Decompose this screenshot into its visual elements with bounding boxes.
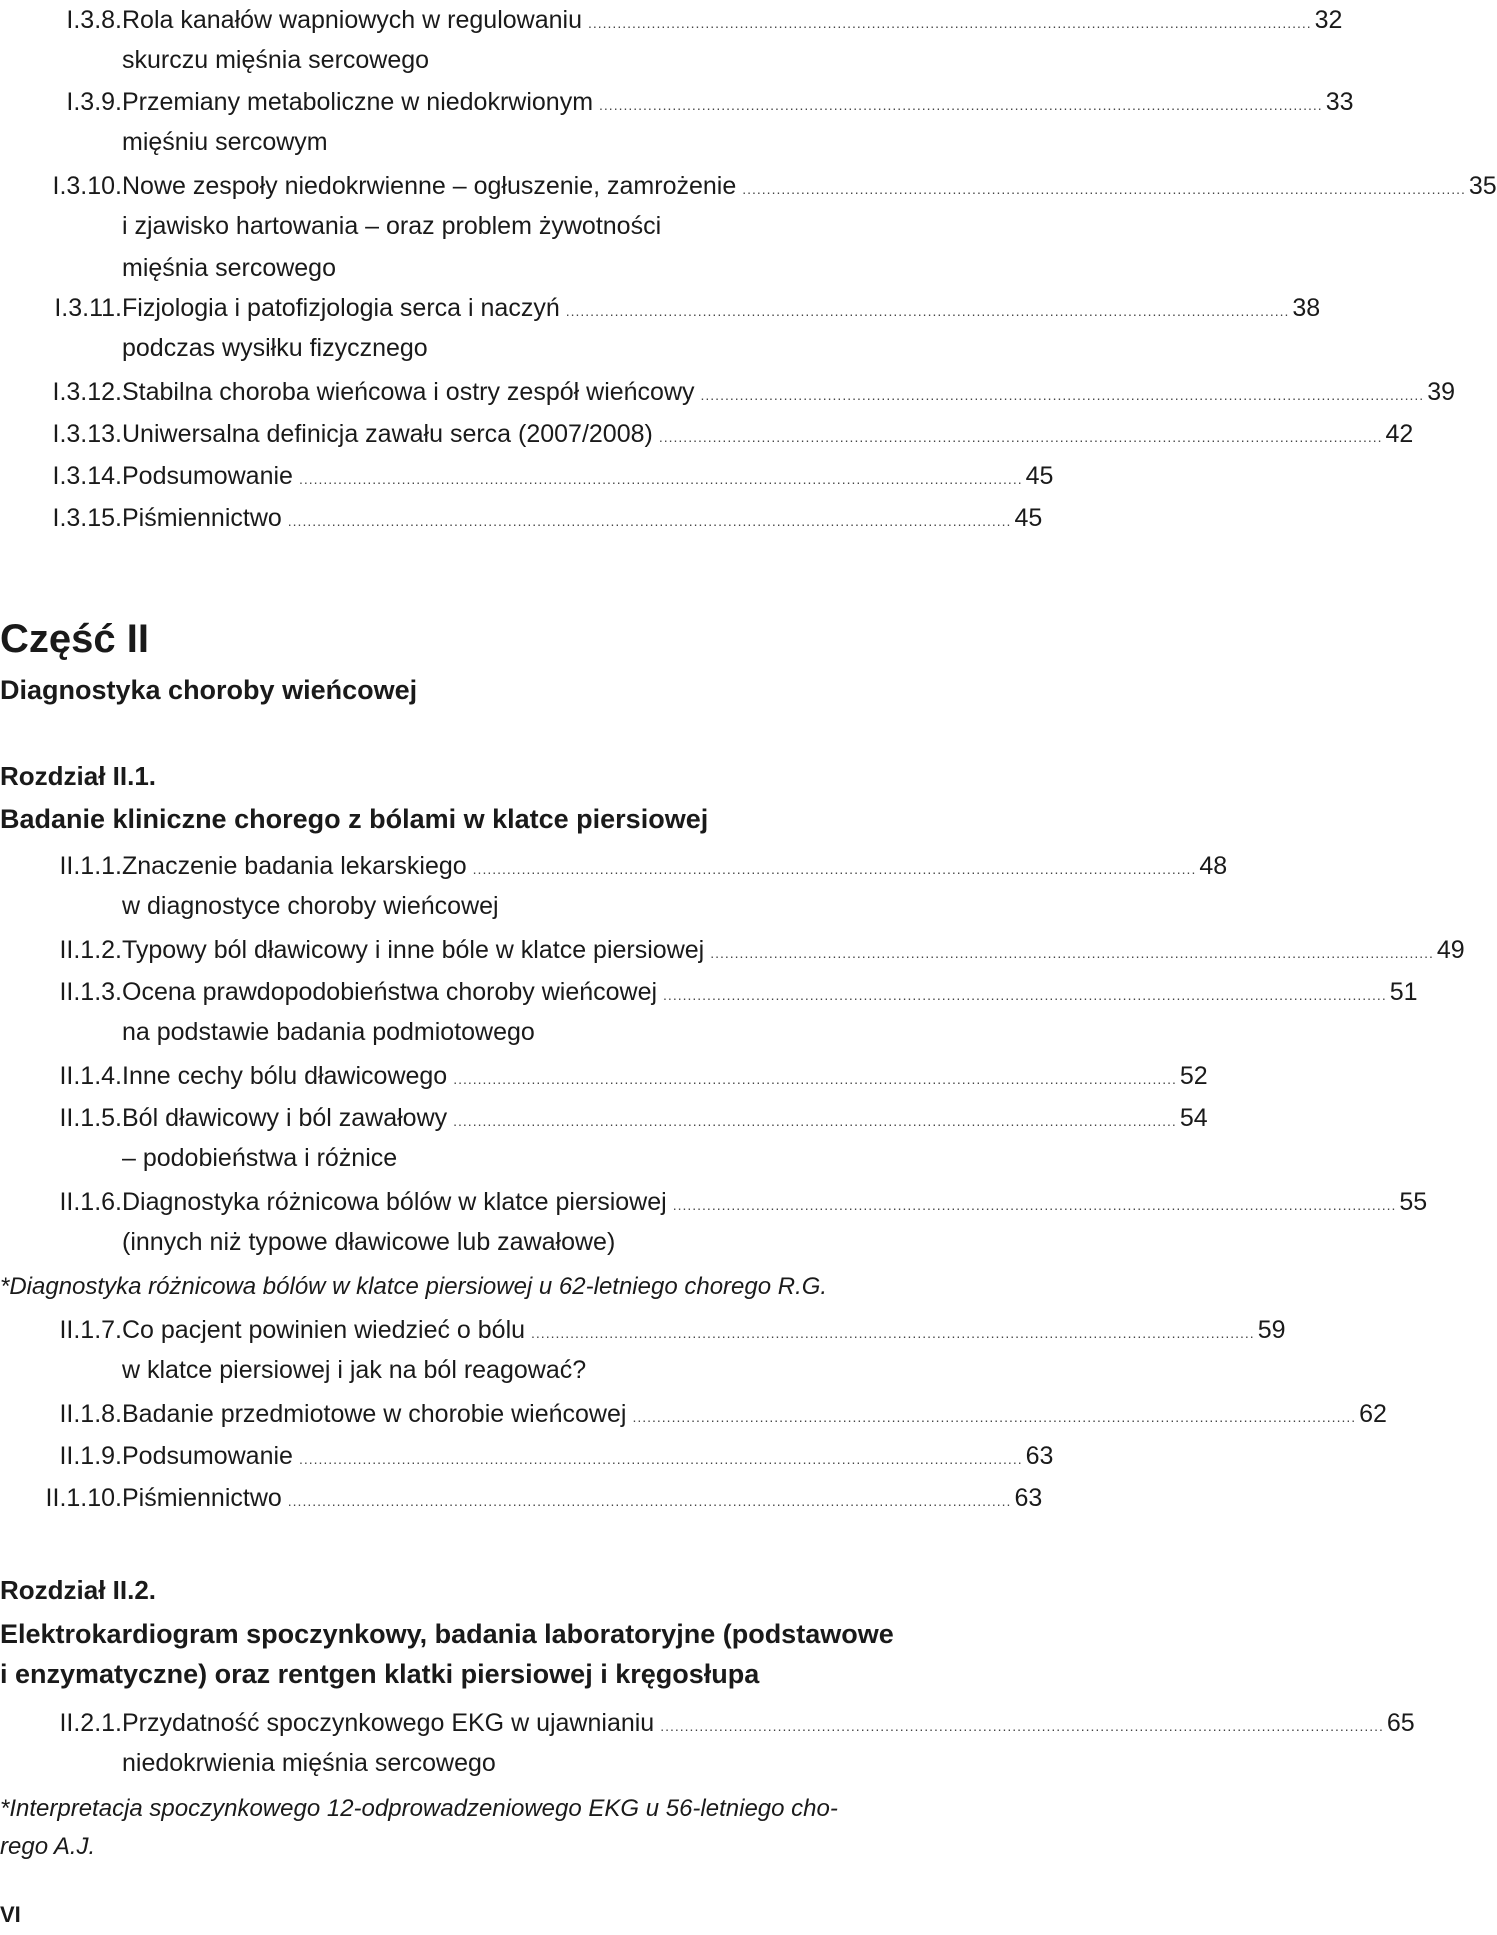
- entry-title: Znaczenie badania lekarskiego: [122, 852, 467, 880]
- entry-title-continuation: i zjawisko hartowania – oraz problem żywotności: [122, 212, 662, 240]
- dot-leader: ....................................................................................................................................................: [565, 303, 1290, 319]
- case-note-line: rego A.J.: [0, 1833, 96, 1860]
- entry-title: Fizjologia i patofizjologia serca i naczyń: [122, 294, 560, 322]
- entry-page: 45: [1025, 462, 1054, 490]
- entry-number: I.3.9.: [66, 88, 122, 116]
- entry-title-continuation: skurczu mięśnia sercowego: [122, 46, 430, 74]
- entry-page: 38: [1292, 294, 1321, 322]
- entry-page: 55: [1399, 1188, 1428, 1216]
- case-note-line: *Interpretacja spoczynkowego 12-odprowadzeniowego EKG u 56-letniego cho-: [0, 1795, 838, 1822]
- case-note: *Diagnostyka różnicowa bólów w klatce piersiowej u 62-letniego chorego R.G.: [0, 1273, 828, 1300]
- entry-title: Piśmiennictwo: [122, 504, 282, 532]
- entry-number: I.3.13.: [52, 420, 122, 448]
- entry-page: 54: [1179, 1104, 1208, 1132]
- part-subtitle: Diagnostyka choroby wieńcowej: [0, 675, 418, 705]
- entry-page: 32: [1314, 6, 1343, 34]
- entry-page: 52: [1179, 1062, 1208, 1090]
- entry-title-continuation: – podobieństwa i różnice: [122, 1144, 398, 1172]
- dot-leader: ....................................................................................................................................................: [710, 945, 1434, 961]
- entry-number: I.3.10.: [52, 172, 122, 200]
- dot-leader: ....................................................................................................................................................: [599, 97, 1323, 113]
- entry-page: 59: [1257, 1316, 1286, 1344]
- entry-page: 48: [1199, 852, 1228, 880]
- entry-page: 33: [1325, 88, 1354, 116]
- chapter-title-line: i enzymatyczne) oraz rentgen klatki piersiowej i kręgosłupa: [0, 1659, 760, 1689]
- entry-number: I.3.8.: [66, 6, 122, 34]
- chapter-title-line: Elektrokardiogram spoczynkowy, badania laboratoryjne (podstawowe: [0, 1619, 894, 1649]
- chapter-label: Rozdział II.2.: [0, 1575, 157, 1605]
- entry-page: 63: [1025, 1442, 1054, 1470]
- dot-leader: ....................................................................................................................................................: [672, 1197, 1397, 1213]
- dot-leader: ....................................................................................................................................................: [298, 1451, 1023, 1467]
- dot-leader: ....................................................................................................................................................: [531, 1325, 1255, 1341]
- entry-title: Rola kanałów wapniowych w regulowaniu: [122, 6, 582, 34]
- entry-page: 39: [1427, 378, 1455, 406]
- dot-leader: ....................................................................................................................................................: [453, 1113, 1177, 1129]
- entry-title-continuation: mięśniu sercowym: [122, 128, 328, 156]
- entry-number: II.2.1.: [59, 1709, 122, 1737]
- entry-number: II.1.9.: [59, 1442, 122, 1470]
- entry-title: Nowe zespoły niedokrwienne – ogłuszenie, zamrożenie: [122, 172, 737, 200]
- entry-number: I.3.12.: [52, 378, 122, 406]
- entry-number: I.3.14.: [52, 462, 122, 490]
- entry-title: Przydatność spoczynkowego EKG w ujawnianiu: [122, 1709, 655, 1737]
- entry-number: I.3.11.: [54, 294, 122, 322]
- entry-number: II.1.3.: [59, 978, 122, 1006]
- entry-number: II.1.5.: [59, 1104, 122, 1132]
- entry-title-continuation: podczas wysiłku fizycznego: [122, 334, 428, 362]
- entry-title-continuation: niedokrwienia mięśnia sercowego: [122, 1749, 496, 1777]
- dot-leader: ....................................................................................................................................................: [663, 987, 1387, 1003]
- entry-number: II.1.8.: [59, 1400, 122, 1428]
- dot-leader: ....................................................................................................................................................: [742, 181, 1466, 197]
- chapter-label: Rozdział II.1.: [0, 761, 157, 791]
- page-folio: VI: [0, 1902, 21, 1927]
- dot-leader: ....................................................................................................................................................: [298, 471, 1023, 487]
- entry-title-continuation: mięśnia sercowego: [122, 254, 336, 282]
- entry-page: 45: [1014, 504, 1043, 532]
- entry-title: Przemiany metaboliczne w niedokrwionym: [122, 88, 594, 116]
- entry-number: II.1.2.: [59, 936, 122, 964]
- entry-page: 65: [1386, 1709, 1415, 1737]
- dot-leader: ....................................................................................................................................................: [472, 861, 1197, 877]
- entry-page: 49: [1436, 936, 1465, 964]
- dot-leader: ....................................................................................................................................................: [658, 429, 1383, 445]
- entry-title: Podsumowanie: [122, 1442, 293, 1470]
- entry-title: Co pacjent powinien wiedzieć o bólu: [122, 1316, 526, 1344]
- entry-title: Podsumowanie: [122, 462, 293, 490]
- dot-leader: ....................................................................................................................................................: [287, 1493, 1012, 1509]
- entry-title: Ból dławicowy i ból zawałowy: [122, 1104, 448, 1132]
- entry-number: II.1.6.: [59, 1188, 122, 1216]
- entry-title: Diagnostyka różnicowa bólów w klatce piersiowej: [122, 1188, 667, 1216]
- dot-leader: ....................................................................................................................................................: [632, 1409, 1357, 1425]
- entry-title: Typowy ból dławicowy i inne bóle w klatce piersiowej: [122, 936, 705, 964]
- entry-number: II.1.4.: [59, 1062, 122, 1090]
- dot-leader: ....................................................................................................................................................: [587, 15, 1312, 31]
- entry-title-continuation: (innych niż typowe dławicowe lub zawałowe): [122, 1228, 616, 1256]
- entry-page: 62: [1359, 1400, 1387, 1428]
- entry-title: Badanie przedmiotowe w chorobie wieńcowej: [122, 1400, 627, 1428]
- entry-title-continuation: w klatce piersiowej i jak na ból reagować?: [122, 1356, 587, 1384]
- dot-leader: ....................................................................................................................................................: [453, 1071, 1177, 1087]
- entry-page: 35: [1468, 172, 1497, 200]
- entry-number: II.1.7.: [59, 1316, 122, 1344]
- entry-page: 51: [1389, 978, 1418, 1006]
- entry-title-continuation: w diagnostyce choroby wieńcowej: [122, 892, 499, 920]
- dot-leader: ....................................................................................................................................................: [660, 1718, 1384, 1734]
- entry-number: II.1.1.: [59, 852, 122, 880]
- dot-leader: ....................................................................................................................................................: [700, 387, 1425, 403]
- entry-title: Inne cechy bólu dławicowego: [122, 1062, 448, 1090]
- part-title: Część II: [0, 617, 149, 661]
- entry-title: Piśmiennictwo: [122, 1484, 282, 1512]
- chapter-title: Badanie kliniczne chorego z bólami w klatce piersiowej: [0, 804, 709, 834]
- entry-title: Stabilna choroba wieńcowa i ostry zespół wieńcowy: [122, 378, 695, 406]
- entry-title: Uniwersalna definicja zawału serca (2007/2008): [122, 420, 653, 448]
- entry-page: 42: [1385, 420, 1414, 448]
- entry-number: I.3.15.: [52, 504, 122, 532]
- entry-title: Ocena prawdopodobieństwa choroby wieńcowej: [122, 978, 658, 1006]
- entry-page: 63: [1014, 1484, 1043, 1512]
- entry-number: II.1.10.: [45, 1484, 122, 1512]
- dot-leader: ....................................................................................................................................................: [287, 513, 1012, 529]
- entry-title-continuation: na podstawie badania podmiotowego: [122, 1018, 535, 1046]
